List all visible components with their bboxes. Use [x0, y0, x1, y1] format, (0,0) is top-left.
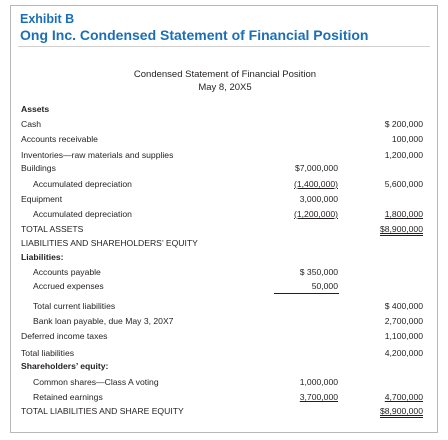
row-label: Accumulated depreciation [33, 179, 132, 189]
row-label: Cash [21, 119, 42, 129]
row-label: TOTAL LIABILITIES AND SHARE EQUITY [21, 406, 184, 416]
table-row [11, 223, 439, 236]
row-label: Common shares—Class A voting [33, 377, 159, 387]
table-row [11, 237, 439, 250]
row-value-detail: 3,000,000 [299, 194, 338, 204]
table-row [11, 208, 439, 221]
row-value-total: 1,100,000 [384, 331, 423, 341]
statement-title: Condensed Statement of Financial Position [133, 69, 317, 80]
row-label: Inventories—raw materials and supplies [21, 150, 174, 160]
table-row [11, 330, 439, 343]
table-row [11, 103, 439, 116]
table-row [11, 251, 439, 264]
table-row [11, 133, 439, 146]
row-value-total: 2,700,000 [384, 316, 423, 326]
table-row [11, 376, 439, 389]
table-row [11, 118, 439, 131]
row-label: Liabilities: [21, 252, 64, 262]
table-row [11, 162, 439, 175]
row-value-total: $8,900,000 [379, 406, 423, 416]
row-value-detail: 1,000,000 [299, 377, 338, 387]
table-row [11, 360, 439, 373]
row-value-detail: $ 350,000 [299, 267, 338, 277]
row-value-total: 4,200,000 [384, 348, 423, 358]
row-value-total: $ 200,000 [384, 119, 423, 129]
row-label: Deferred income taxes [21, 331, 108, 341]
exhibit-label: Exhibit B [20, 12, 75, 26]
table-row [11, 405, 439, 418]
title-divider [18, 46, 430, 47]
row-label: Bank loan payable, due May 3, 20X7 [33, 316, 174, 326]
row-value-total: 5,600,000 [384, 179, 423, 189]
row-value-detail: $7,000,000 [294, 163, 338, 173]
table-row [11, 178, 439, 191]
row-label: Assets [21, 104, 50, 114]
subtotal-rule [274, 293, 339, 294]
row-label: Shareholders’ equity: [21, 361, 109, 371]
row-value-total: 1,200,000 [384, 150, 423, 160]
exhibit-frame [10, 5, 438, 433]
row-label: Retained earnings [33, 392, 103, 402]
row-value-detail: (1,200,000) [294, 209, 338, 219]
table-row [11, 391, 439, 404]
row-label: Equipment [21, 194, 63, 204]
row-label: Total current liabilities [33, 301, 116, 311]
row-value-total: 1,800,000 [384, 209, 423, 219]
row-value-detail: 3,700,000 [299, 392, 338, 402]
row-label: Accrued expenses [33, 281, 104, 291]
table-row [11, 280, 439, 293]
row-value-total: 100,000 [391, 134, 423, 144]
row-value-detail: 50,000 [311, 281, 338, 291]
table-row [11, 149, 439, 162]
row-value-total: $8,900,000 [379, 224, 423, 234]
row-value-detail: (1,400,000) [294, 179, 338, 189]
statement-date: May 8, 20X5 [198, 82, 252, 93]
row-label: Buildings [21, 163, 56, 173]
row-value-total: 4,700,000 [384, 392, 423, 402]
row-label: Accounts receivable [21, 134, 98, 144]
row-label: Accumulated depreciation [33, 209, 132, 219]
row-label: LIABILITIES AND SHAREHOLDERS’ EQUITY [21, 238, 198, 248]
table-row [11, 266, 439, 279]
table-row [11, 347, 439, 360]
table-row [11, 315, 439, 328]
row-value-total: $ 400,000 [384, 301, 423, 311]
table-row [11, 300, 439, 313]
row-label: Total liabilities [21, 348, 75, 358]
exhibit-title: Ong Inc. Condensed Statement of Financial Position [20, 27, 369, 43]
row-label: TOTAL ASSETS [21, 224, 84, 234]
table-row [11, 193, 439, 206]
row-label: Accounts payable [33, 267, 101, 277]
